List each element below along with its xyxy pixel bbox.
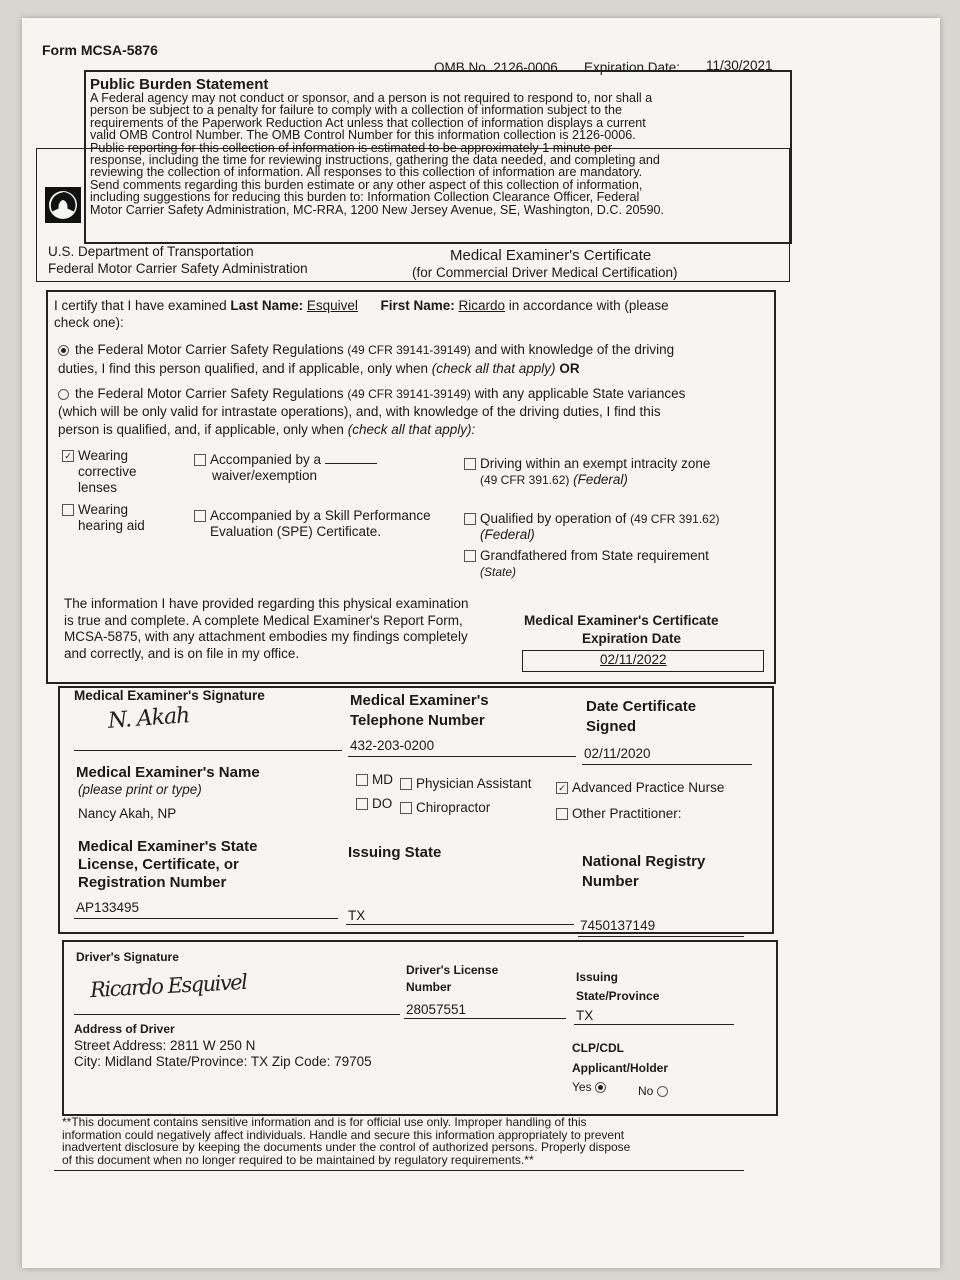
document-page [22,18,940,1268]
attest-line: and correctly, and is on file in my office. [64,645,300,661]
chiro-label: Chiropractor [416,800,491,815]
certificate-subtitle: (for Commercial Driver Medical Certification) [412,265,678,280]
certify-intro: I certify that I have examined [54,298,227,313]
driver-license-label [406,962,498,996]
type-do [356,796,392,811]
option-federal-cont [58,361,580,376]
pa-label: Physician Assistant [416,776,532,791]
type-apn [556,780,724,795]
intracity-federal: (Federal) [573,472,628,487]
type-pa [400,776,532,791]
driver-license-label-2: Number [406,980,452,994]
attest-line: is true and complete. A complete Medical Examiner's Report Form, [64,612,463,628]
grandfathered-checkbox[interactable] [464,550,476,562]
opt1-text: the Federal Motor Carrier Safety Regulations [75,342,344,357]
registry-label [582,852,705,892]
certify-line [54,298,669,313]
intracity-checkbox[interactable] [464,458,476,470]
lenses-label: Wearing [78,448,129,463]
opt1-text3: duties, I find this person qualified, and if applicable, only when [58,361,428,376]
opt1-text4: (check all that apply) [431,361,556,376]
opt2-ref: (49 CFR 39141-39149) [347,387,471,401]
opt2-text2: with any applicable State variances [474,386,686,401]
clp-no [638,1084,674,1098]
option-state-cont2 [58,422,475,437]
spe-label2: Evaluation (SPE) Certificate. [210,524,382,539]
waiver-checkbox[interactable] [194,454,206,466]
last-name-label: Last Name: [230,298,304,313]
waiver-blank [325,463,377,464]
hearing-label: Wearing [78,502,129,517]
license-value: AP133495 [76,900,140,915]
license-label-1: Medical Examiner's State [78,838,258,855]
license-label-3: Registration Number [78,874,227,891]
certify-tail: in accordance with (please [508,298,669,313]
opt1-ref: (49 CFR 39141-39149) [347,343,471,357]
driver-state-label-2: State/Province [576,989,660,1003]
issuing-state-line [346,924,574,925]
md-label: MD [372,772,393,787]
pa-checkbox[interactable] [400,778,412,790]
driver-state-label-1: Issuing [576,970,619,984]
agency-line1: U.S. Department of Transportation [48,244,254,259]
do-label: DO [372,796,393,811]
spe-certificate [194,508,431,540]
clp-label [572,1038,668,1078]
clp-label-2: Applicant/Holder [572,1061,669,1075]
qualified-operation [464,511,720,543]
last-name-value: Esquivel [306,298,358,313]
clp-no-radio[interactable] [657,1086,668,1097]
driver-state-value: TX [576,1008,594,1023]
clp-label-1: CLP/CDL [572,1041,624,1055]
clp-no-label: No [638,1084,654,1098]
hearing-label2: hearing aid [78,518,145,533]
burden-line: A Federal agency may not conduct or sponsor, and a person is not required to respond to, nor shall a [90,91,653,105]
waiver-label: Accompanied by a [210,452,322,467]
footer-line: information could negatively affect individuals. Handle and secure this information appropriately to prevent [62,1127,625,1142]
burden-line: including suggestions for reducing this burden to: Information Collection Clearance Officer, Federal [90,190,640,205]
driver-address-label: Address of Driver [74,1022,175,1036]
burden-line: Motor Carrier Safety Administration, MC-RRA, 1200 New Jersey Avenue, SE, Washington, D.C. 20590. [90,202,664,217]
footer-rule [54,1170,744,1171]
option-state [58,386,772,401]
option-state-cont: (which will be only valid for intrastate operations), and, with knowledge of the driving duties, I find this [58,404,661,419]
clp-yes [572,1080,612,1094]
expiration-title: Medical Examiner's Certificate [524,613,719,628]
dot-logo-icon [44,186,82,224]
agency-line2: Federal Motor Carrier Safety Administration [48,261,308,276]
license-label [78,838,257,892]
expiration-subtitle: Expiration Date [582,631,682,646]
lenses-checkbox[interactable]: ✓ [62,450,74,462]
qualified-label: Qualified by operation of [480,511,627,526]
wearing-hearing-aid [62,502,145,534]
burden-line: requirements of the Paperwork Reduction Act unless that collection of information displays a current [90,115,646,130]
driver-state-label [576,968,659,1006]
examiner-signature: N. Akah [107,703,191,734]
grandfathered-state: (State) [480,565,517,579]
registry-label-1: National Registry [582,853,706,870]
grandfathered-label: Grandfathered from State requirement [480,548,709,563]
issuing-state-value: TX [348,908,366,923]
opt1-text2: and with knowledge of the driving [474,342,675,357]
date-signed-label-1: Date Certificate [586,698,697,715]
form-id: Form MCSA-5876 [42,42,158,58]
issuing-state-label: Issuing State [348,844,442,861]
date-line [582,764,752,765]
phone-label-1: Medical Examiner's [350,692,489,709]
intracity-zone [464,456,710,488]
license-line [74,918,338,919]
burden-title: Public Burden Statement [90,76,269,93]
qualified-checkbox[interactable] [464,513,476,525]
driver-license-label-1: Driver's License [406,963,499,977]
driver-street: Street Address: 2811 W 250 N [74,1038,256,1053]
phone-value: 432-203-0200 [350,738,435,753]
type-md [356,772,393,787]
opt2-text: the Federal Motor Carrier Safety Regulations [75,386,344,401]
license-label-2: License, Certificate, or [78,856,239,873]
clp-yes-radio[interactable] [595,1082,606,1093]
lenses-label2: corrective [78,464,137,479]
registry-label-2: Number [582,873,639,890]
apn-checkbox[interactable]: ✓ [556,782,568,794]
footer-line: of this document when no longer required to be maintained by regulatory requirements.** [62,1152,534,1167]
waiver-label2: waiver/exemption [212,468,318,483]
phone-line [348,756,576,757]
state-radio[interactable] [58,389,69,400]
footer-line: **This document contains sensitive information and is for official use only. Improper handling of this [62,1115,587,1129]
omb-expiration-label: Expiration Date: [584,60,681,75]
registry-value: 7450137149 [580,918,656,933]
driver-license-line [404,1018,566,1019]
burden-line: person be subject to a penalty for failure to comply with a collection of information subject to the [90,103,623,118]
spe-label: Accompanied by a Skill Performance [210,508,431,523]
date-signed-value: 02/11/2020 [584,746,651,761]
examiner-signature-label: Medical Examiner's Signature [74,688,265,703]
burden-line: valid OMB Control Number. The OMB Control Number for this information collection is 2126-0006. [90,128,636,143]
opt2-text5: (check all that apply): [347,422,476,437]
other-checkbox[interactable] [556,808,568,820]
federal-radio[interactable] [58,345,69,356]
burden-line: Public reporting for this collection of information is estimated to be approximately 1 minute per [90,140,613,155]
footer-notice [62,1116,782,1166]
driver-signature: Ricardo Esquivel [89,969,247,1003]
check-one-line: check one): [54,315,124,330]
hearing-checkbox[interactable] [62,504,74,516]
omb-number: OMB No. 2126-0006 [434,60,558,75]
waiver-exemption [194,452,377,484]
driver-state-line [574,1024,734,1025]
driver-city-line: City: Midland State/Province: TX Zip Code: 79705 [74,1054,372,1069]
clp-yes-label: Yes [572,1080,592,1094]
type-chiro [400,800,490,815]
driver-signature-line [74,1014,400,1015]
intracity-label: Driving within an exempt intracity zone [480,456,711,471]
other-label: Other Practitioner: [572,806,682,821]
examiner-name-hint: (please print or type) [78,782,202,797]
footer-line: inadvertent disclosure by keeping the documents under the control of authorized persons. Properly dispose [62,1140,631,1154]
opt1-or: OR [559,361,580,376]
first-name-label: First Name: [380,298,455,313]
grandfathered [464,548,709,580]
phone-label-2: Telephone Number [350,712,485,729]
lenses-label3: lenses [78,480,118,495]
apn-label: Advanced Practice Nurse [572,780,725,795]
certificate-title: Medical Examiner's Certificate [450,247,652,264]
opt2-text4: person is qualified, and, if applicable, only when [58,422,344,437]
burden-line: Send comments regarding this burden estimate or any other aspect of this collection of information, [90,177,643,192]
intracity-ref: (49 CFR 391.62) [480,473,570,487]
examiner-signature-line [74,750,342,751]
qualified-federal: (Federal) [480,527,535,542]
do-checkbox[interactable] [356,798,368,810]
option-federal [58,342,772,357]
first-name-value: Ricardo [458,298,506,313]
omb-expiration-value: 11/30/2021 [706,58,773,73]
expiration-date: 02/11/2022 [600,652,667,667]
driver-license-value: 28057551 [406,1002,467,1017]
registry-line [578,936,744,937]
examiner-name-value: Nancy Akah, NP [78,806,177,821]
date-signed-label-2: Signed [586,718,637,735]
wearing-lenses [62,448,137,496]
burden-line: response, including the time for reviewing instructions, gathering the data needed, and completing and [90,153,660,168]
spe-checkbox[interactable] [194,510,206,522]
driver-signature-label: Driver's Signature [76,950,179,964]
burden-line: reviewing the collection of information. All responses to this collection of information are mandatory. [90,165,643,180]
qualified-ref: (49 CFR 391.62) [630,512,720,526]
type-other [556,806,682,821]
burden-text [90,92,790,216]
md-checkbox[interactable] [356,774,368,786]
attestation-text [64,596,468,662]
attest-line: The information I have provided regarding this physical examination [64,596,469,611]
chiro-checkbox[interactable] [400,802,412,814]
examiner-name-label: Medical Examiner's Name [76,764,260,781]
attest-line: MCSA-5875, with any attachment embodies my findings completely [64,629,468,644]
